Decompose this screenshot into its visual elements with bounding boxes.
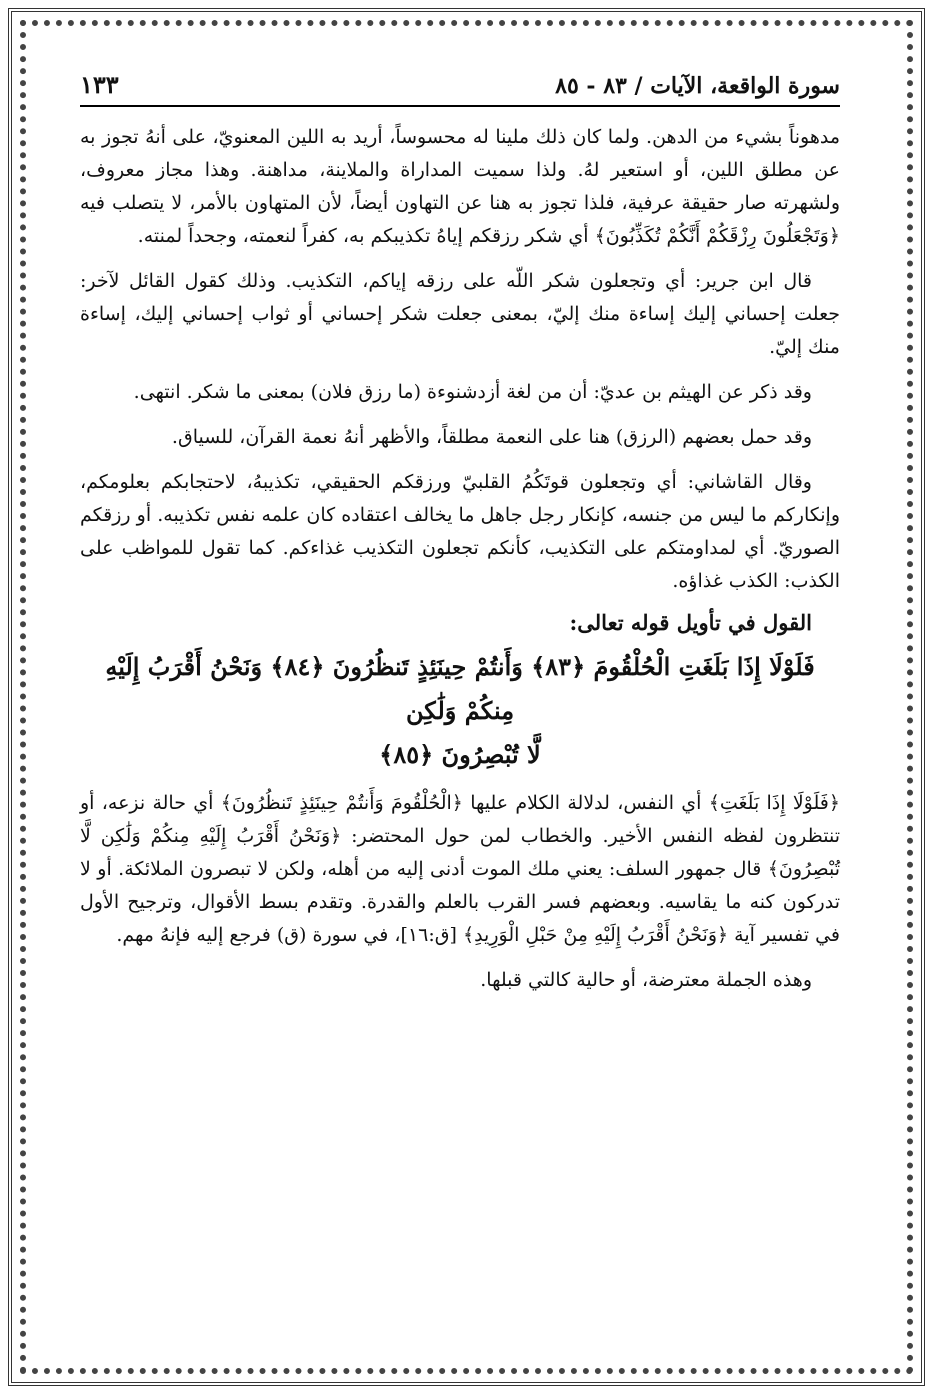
paragraph-5: وقال القاشاني: أي وتجعلون قوتَكُمُ القلبيّ ورزقكم الحقيقي، تكذيبهُ، لاحتجابكم بعلومكم، وإنكاركم ما ليس من جنسه، كإنكار رجل جاهل ما يخالف اعتقاده كان علمه نفس تكذيبه. أو رزقكم الصوريّ. أي لمداومتكم على التكذيب، كأنكم تجعلون التكذيب غذاءكم. كما تقول للمواظب على الكذب: الكذب غذاؤه.: [80, 471, 840, 592]
paragraph-2: قال ابن جرير: أي وتجعلون شكر اللّه على رزقه إياكم، التكذيب. وذلك كقول القائل لآخر: جعلت إحساني إليك إساءة منك إليّ، بمعنى جعلت شكر إحساني أو ثواب إحساني إليك، إساءة منك إليّ.: [80, 270, 840, 358]
section-heading: القول في تأويل قوله تعالى:: [569, 610, 812, 635]
commentary-paragraph-1: ﴿فَلَوْلَا إِذَا بَلَغَتِ﴾ أي النفس، لدلالة الكلام عليها ﴿الْحُلْقُومَ وَأَنتُمْ حِينَئِذٍ تَنظُرُونَ﴾ أي حالة نزعه، أو تنتظرون لفظه النفس الأخير. والخطاب لمن حول المحتضر: ﴿وَنَحْنُ أَقْرَبُ إِلَيْهِ مِنكُمْ وَلَٰكِن لَّا تُبْصِرُونَ﴾ قال جمهور السلف: يعني ملك الموت أدنى إليه من أهله، ولكن لا تبصرون الملائكة. أو لا تدركون كنه ما يقاسيه. وبعضهم فسر القرب بالعلم والقدرة. وتقدم بسط الأقوال، وترجيح الأول في تفسير آية ﴿وَنَحْنُ أَقْرَبُ إِلَيْهِ مِنْ حَبْلِ الْوَرِيدِ﴾ [ق:١٦]، في سورة (ق) فرجع إليه فإنهُ مهم.: [80, 792, 840, 946]
quran-verse-line-2: لَّا تُبْصِرُونَ ﴿٨٥﴾: [379, 740, 541, 769]
commentary-paragraph-2: وهذه الجملة معترضة، أو حالية كالتي قبلها.: [480, 969, 812, 991]
paragraph-3: وقد ذكر عن الهيثم بن عديّ: أن من لغة أزدشنوءة (ما رزق فلان) بمعنى ما شكر. انتهى.: [133, 381, 812, 403]
page-number: ١٣٣: [80, 70, 119, 99]
paragraph-1: مدهوناً بشيء من الدهن. ولما كان ذلك ملينا له محسوساً، أريد به اللين المعنويّ، على أنهُ تجوز به عن مطلق اللين، أو استعير لهُ. ولذا سميت المداراة والملاينة، مداهنة. وهذا مجاز معروف، ولشهرته صار حقيقة عرفية، فلذا تجوز به هنا عن التهاون أيضاً، لأن المتهاون بالأمر، لا يتصلب فيه ﴿وَتَجْعَلُونَ رِزْقَكُمْ أَنَّكُمْ تُكَذِّبُونَ﴾ أي شكر رزقكم إياهُ تكذيبكم به، كفراً لنعمته، وجحداً لمنته.: [80, 126, 840, 247]
header-title: سورة الواقعة، الآيات / ٨٣ - ٨٥: [555, 73, 840, 99]
paragraph-4: وقد حمل بعضهم (الرزق) هنا على النعمة مطلقاً، والأظهر أنهُ نعمة القرآن، للسياق.: [171, 426, 812, 448]
running-header: [80, 70, 840, 107]
quran-verse-block: [90, 645, 830, 777]
quran-verse-line-1: فَلَوْلَا إِذَا بَلَغَتِ الْحُلْقُومَ ﴿٨٣﴾ وَأَنتُمْ حِينَئِذٍ تَنظُرُونَ ﴿٨٤﴾ وَنَحْنُ أَقْرَبُ إِلَيْهِ مِنكُمْ وَلَٰكِن: [105, 652, 815, 725]
page-content: [80, 70, 840, 1009]
